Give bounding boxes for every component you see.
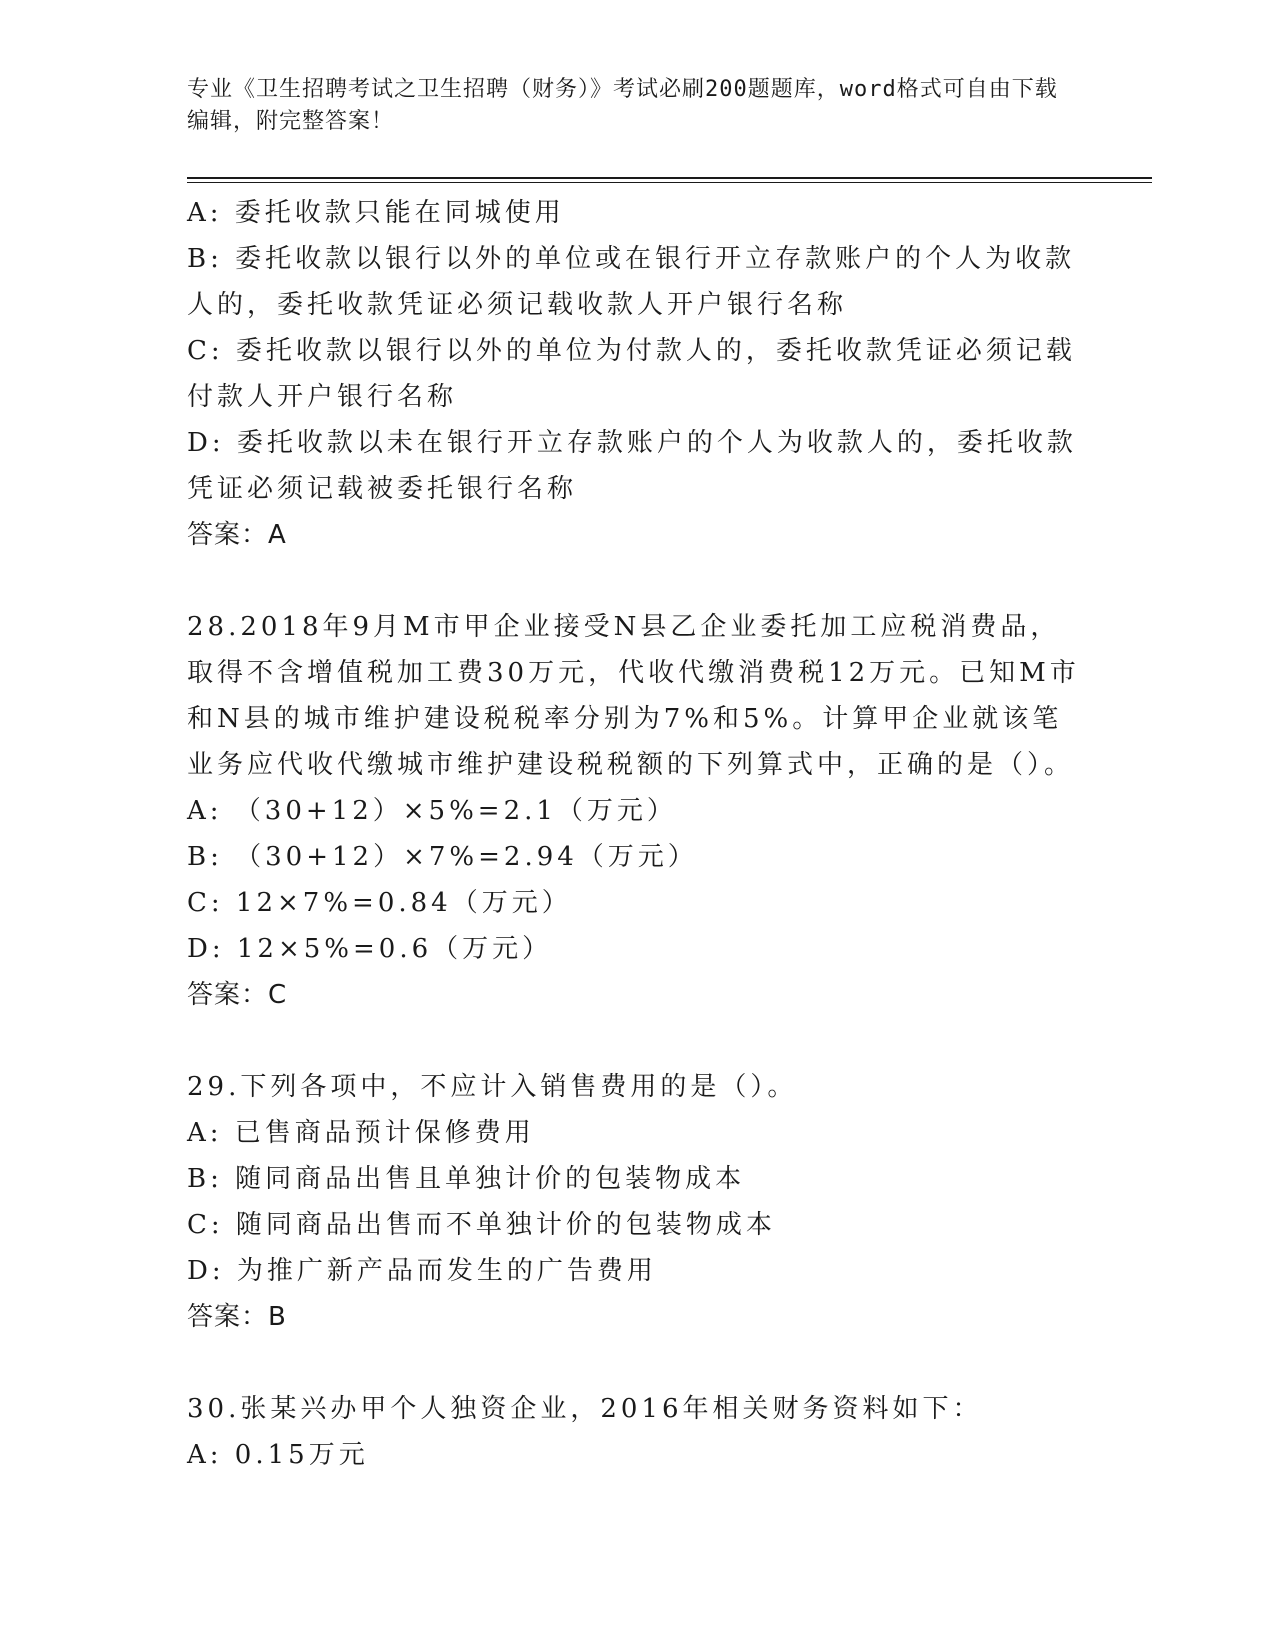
option-b: B: 委托收款以银行以外的单位或在银行开立存款账户的个人为收款人的，委托收款凭证必须记载收款人开户银行名称 bbox=[187, 244, 1076, 320]
question-block-28 bbox=[187, 604, 1087, 1018]
answer-line: 答案：C bbox=[187, 980, 288, 1010]
answer-line: 答案：A bbox=[187, 520, 287, 550]
block-spacer bbox=[187, 1340, 1087, 1386]
header-rule-secondary bbox=[187, 182, 1152, 183]
question-block-30 bbox=[187, 1386, 1087, 1478]
question-block-29 bbox=[187, 1064, 1087, 1340]
option-a: A: 委托收款只能在同城使用 bbox=[187, 198, 565, 228]
header-rule bbox=[187, 177, 1152, 179]
option-c: C: 随同商品出售而不单独计价的包装物成本 bbox=[187, 1210, 776, 1240]
block-spacer bbox=[187, 558, 1087, 604]
question-list bbox=[187, 190, 1087, 1478]
page-header: 专业《卫生招聘考试之卫生招聘（财务）》考试必刷200题题库，word格式可自由下载编辑，附完整答案！ bbox=[187, 77, 1058, 134]
option-c: C: 12×7%=0.84（万元） bbox=[187, 888, 572, 918]
question-text: 29.下列各项中，不应计入销售费用的是（）。 bbox=[187, 1072, 798, 1102]
option-a: A: 已售商品预计保修费用 bbox=[187, 1118, 535, 1148]
option-d: D: 12×5%=0.6（万元） bbox=[187, 934, 553, 964]
question-block-27 bbox=[187, 190, 1087, 558]
option-a: A: 0.15万元 bbox=[187, 1440, 369, 1470]
answer-line: 答案：B bbox=[187, 1302, 287, 1332]
block-spacer bbox=[187, 1018, 1087, 1064]
option-b: B: （30+12）×7%=2.94（万元） bbox=[187, 842, 698, 872]
option-b: B: 随同商品出售且单独计价的包装物成本 bbox=[187, 1164, 746, 1194]
option-c: C: 委托收款以银行以外的单位为付款人的，委托收款凭证必须记载付款人开户银行名称 bbox=[187, 336, 1076, 412]
option-d: D: 委托收款以未在银行开立存款账户的个人为收款人的，委托收款凭证必须记载被委托银行名称 bbox=[187, 428, 1077, 504]
option-a: A: （30+12）×5%=2.1（万元） bbox=[187, 796, 677, 826]
question-text: 28.2018年9月M市甲企业接受N县乙企业委托加工应税消费品，取得不含增值税加工费30万元，代收代缴消费税12万元。已知M市和N县的城市维护建设税税率分别为7%和5%。计算甲企业就该笔业务应代收代缴城市维护建设税税额的下列算式中，正确的是（）。 bbox=[187, 612, 1080, 780]
option-d: D: 为推广新产品而发生的广告费用 bbox=[187, 1256, 657, 1286]
question-text: 30.张某兴办甲个人独资企业，2016年相关财务资料如下： bbox=[187, 1394, 983, 1424]
